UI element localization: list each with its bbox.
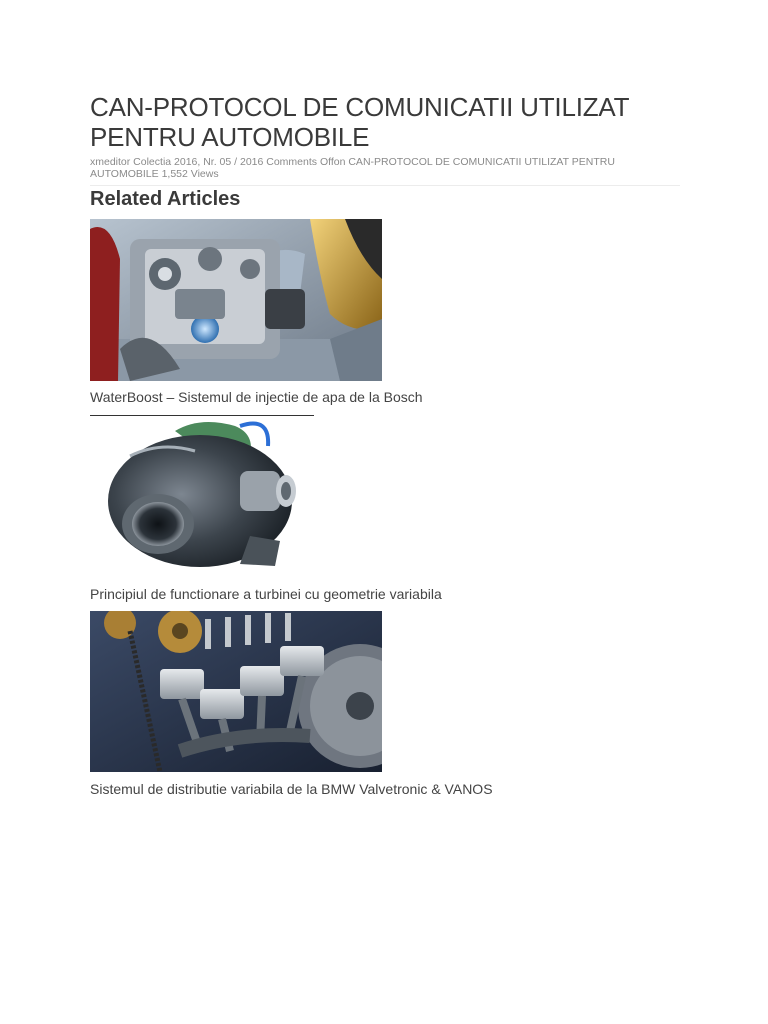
related-thumb-valvetronic[interactable] [90,611,382,772]
related-item-caption[interactable]: WaterBoost – Sistemul de injectie de apa de la Bosch [90,389,423,405]
valvetrain-image [90,611,382,772]
article-title: CAN-PROTOCOL DE COMUNICATII UTILIZAT PENTRU AUTOMOBILE [90,92,629,152]
turbocharger-image [100,416,300,576]
related-thumb-waterboost[interactable] [90,219,382,381]
related-thumb-turbine[interactable] [100,416,300,576]
engine-cutaway-image [90,219,382,381]
related-item-caption[interactable]: Sistemul de distributie variabila de la BMW Valvetronic & VANOS [90,781,493,797]
related-articles-heading: Related Articles [90,188,241,210]
article-meta: xmeditor Colectia 2016, Nr. 05 / 2016 Comments Offon CAN-PROTOCOL DE COMUNICATII UTILIZAT PENTRU AUTOMOBILE 1,552 Views [90,156,615,180]
meta-divider [90,185,680,186]
related-item-caption[interactable]: Principiul de functionare a turbinei cu geometrie variabila [90,586,442,602]
